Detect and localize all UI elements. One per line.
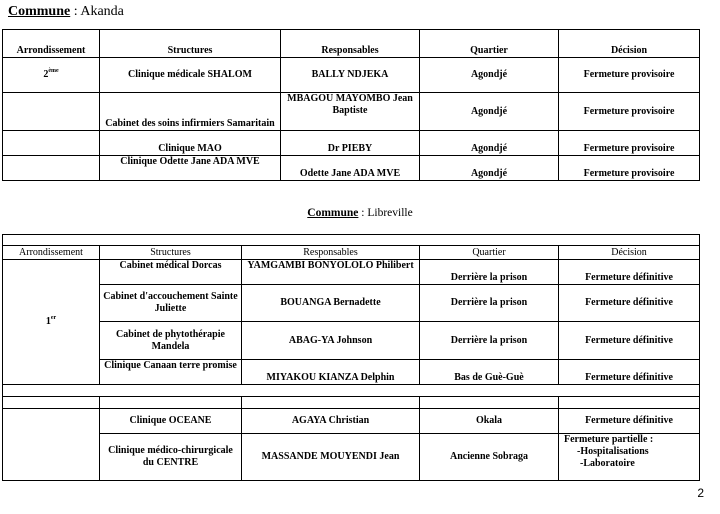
table-spacer-row xyxy=(3,235,700,246)
commune-label: Commune xyxy=(8,4,71,19)
decision-cell: Fermeture définitive xyxy=(559,322,700,360)
commune-name: Akanda xyxy=(80,4,124,19)
structure-cell: Clinique Odette Jane ADA MVE xyxy=(100,156,281,181)
quartier-cell: Derrière la prison xyxy=(420,322,559,360)
structure-cell: Clinique OCEANE xyxy=(100,409,242,434)
responsable-cell: MIYAKOU KIANZA Delphin xyxy=(242,360,420,385)
arrondissement-cell xyxy=(3,93,100,131)
akanda-table xyxy=(2,29,700,181)
decision-cell: Fermeture provisoire xyxy=(559,156,700,181)
spacer-cell xyxy=(559,397,700,409)
table-row xyxy=(3,58,700,93)
responsable-cell: MBAGOU MAYOMBO Jean Baptiste xyxy=(281,93,420,131)
arrondissement-number: 1 xyxy=(45,316,51,327)
table-row xyxy=(3,322,700,360)
commune-akanda-title xyxy=(8,4,124,20)
decision-title: Fermeture partielle : xyxy=(564,434,654,445)
commune-colon: : xyxy=(70,4,81,19)
table-spacer-row xyxy=(3,385,700,397)
arrondissement-cell xyxy=(3,131,100,156)
spacer-cell xyxy=(3,235,700,246)
table-header-row xyxy=(3,30,700,58)
arrondissement-cell xyxy=(3,58,100,93)
header-decision: Décision xyxy=(559,30,700,58)
decision-cell: Fermeture provisoire xyxy=(559,131,700,156)
header-responsables: Responsables xyxy=(281,30,420,58)
responsable-cell: Dr PIEBY xyxy=(281,131,420,156)
structure-cell: Clinique MAO xyxy=(100,131,281,156)
decision-cell: Fermeture provisoire xyxy=(559,93,700,131)
quartier-cell: Derrière la prison xyxy=(420,285,559,322)
decision-cell xyxy=(559,434,700,481)
spacer-cell xyxy=(420,397,559,409)
decision-cell: Fermeture définitive xyxy=(559,409,700,434)
quartier-cell: Agondjé xyxy=(420,131,559,156)
structure-cell: Clinique Canaan terre promise xyxy=(100,360,242,385)
header-structures: Structures xyxy=(100,30,281,58)
spacer-cell xyxy=(3,397,100,409)
responsable-cell: ABAG-YA Johnson xyxy=(242,322,420,360)
table-row xyxy=(3,409,700,434)
header-arrondissement: Arrondissement xyxy=(3,246,100,260)
responsable-cell: BALLY NDJEKA xyxy=(281,58,420,93)
responsable-cell: Odette Jane ADA MVE xyxy=(281,156,420,181)
table-row xyxy=(3,131,700,156)
structure-cell: Clinique médico-chirurgicale du CENTRE xyxy=(100,434,242,481)
structure-cell: Cabinet d'accouchement Sainte Juliette xyxy=(100,285,242,322)
header-quartier: Quartier xyxy=(420,30,559,58)
responsable-cell: MASSANDE MOUYENDI Jean xyxy=(242,434,420,481)
page-number: 2 xyxy=(697,486,704,500)
table-row xyxy=(3,360,700,385)
quartier-cell: Bas de Guè-Guè xyxy=(420,360,559,385)
decision-cell: Fermeture définitive xyxy=(559,285,700,322)
header-responsables: Responsables xyxy=(242,246,420,260)
spacer-cell xyxy=(242,397,420,409)
quartier-cell: Agondjé xyxy=(420,156,559,181)
arrondissement-cell xyxy=(3,260,100,385)
table-row xyxy=(3,156,700,181)
decision-item: -Laboratoire xyxy=(580,458,635,469)
decision-item: -Hospitalisations xyxy=(577,446,649,457)
header-decision: Décision xyxy=(559,246,700,260)
decision-cell: Fermeture définitive xyxy=(559,360,700,385)
quartier-cell: Okala xyxy=(420,409,559,434)
arrondissement-suffix: ème xyxy=(48,68,59,74)
decision-cell: Fermeture définitive xyxy=(559,260,700,285)
arrondissement-suffix: er xyxy=(50,315,57,321)
table-row xyxy=(3,285,700,322)
commune-label: Commune xyxy=(307,207,359,219)
structure-cell: Clinique médicale SHALOM xyxy=(100,58,281,93)
arrondissement-cell xyxy=(3,409,100,481)
header-structures: Structures xyxy=(100,246,242,260)
decision-cell: Fermeture provisoire xyxy=(559,58,700,93)
quartier-cell: Ancienne Sobraga xyxy=(420,434,559,481)
libreville-table xyxy=(2,234,700,481)
table-row xyxy=(3,260,700,285)
responsable-cell: BOUANGA Bernadette xyxy=(242,285,420,322)
table-row xyxy=(3,93,700,131)
quartier-cell: Derrière la prison xyxy=(420,260,559,285)
commune-colon: : xyxy=(358,207,368,219)
spacer-cell xyxy=(100,397,242,409)
table-row xyxy=(3,434,700,481)
structure-cell: Cabinet de phytothérapie Mandela xyxy=(100,322,242,360)
quartier-cell: Agondjé xyxy=(420,58,559,93)
arrondissement-number: 2 xyxy=(43,69,49,80)
responsable-cell: YAMGAMBI BONYOLOLO Philibert xyxy=(242,260,420,285)
responsable-cell: AGAYA Christian xyxy=(242,409,420,434)
table-header-row xyxy=(3,246,700,260)
structure-cell: Cabinet médical Dorcas xyxy=(100,260,242,285)
header-quartier: Quartier xyxy=(420,246,559,260)
quartier-cell: Agondjé xyxy=(420,93,559,131)
header-arrondissement: Arrondissement xyxy=(3,30,100,58)
arrondissement-cell xyxy=(3,156,100,181)
table-spacer-row xyxy=(3,397,700,409)
commune-name: Libreville xyxy=(367,207,413,219)
spacer-cell xyxy=(3,385,700,397)
commune-libreville-title xyxy=(0,207,720,219)
structure-cell: Cabinet des soins infirmiers Samaritain xyxy=(100,93,281,131)
